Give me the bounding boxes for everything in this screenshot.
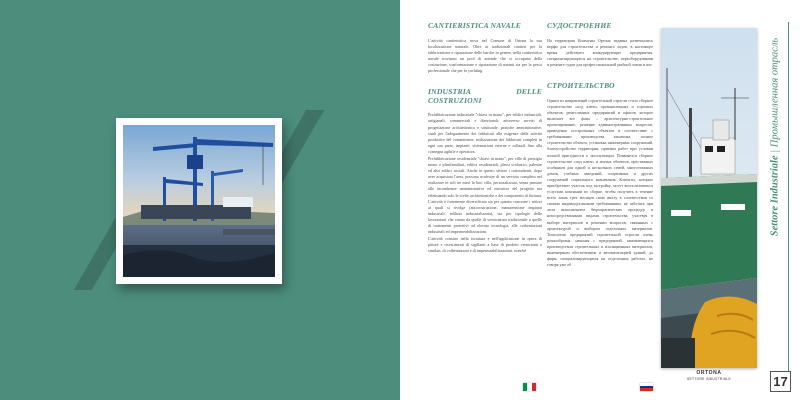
construction-paragraph: Prefabbricazione industriale "chiavi in mano", per edifici industriali, artigianali, commerciali e direzionali: attraverso servizi di progettazione architettonica e strutturale, pratiche amministrative, studi per l'adeguamento dei fabbricati alle esigenze delle attività produttive del committente, realizzazione dei fabbricati completi in ogni sua parte, impianti, sistemazioni esterne e collaudi fino alla consegna agibile e operativa.: [428, 112, 542, 154]
sidebar-title-separator: |: [769, 147, 781, 156]
harbour-photo-frame: [116, 118, 282, 284]
construction-paragraph: Prefabbricazione residenziale "chiavi in mano", per ville di prestigio mono o plurifamiliari, edifici residenziali, plessi scolastici, palestre ed altri edifici sociali. Anche in questo settore i committenti, dopo aver acquistato l'area, possono usufruire di un servizio completo nel realizzare in soli tre mesi la loro villa, personalizzata, senza pensare alle incombenze amministrative ed esecutive del progetto ma effettuando solo le scelte architettoniche e dei componenti di finitura. L'attività è fortemente diversificata sia per quanto concerne i settori ai quali si rivolge (autocostruzione, manutenzione impianti industriali, edilizia industrializzata), sia per tipologie delle lavorazioni che vanno da quelle di verniciatura tradizionale a quelle di trattamenti protettivi ad elevata tecnologia, alle coibentazioni industriali ed impermeabilizzazioni.: [428, 156, 542, 235]
section-title-shipbuilding-ru: СУДОСТРОЕНИЕ: [547, 21, 612, 30]
construction-text-ru: Одним из направлений строительной отрасли стало сборное строительство «под ключ» промышленных и торговых объектов, ремесленных предприятий и офисов, которое включает все фазы – архитектурно-строительное проектирование, решение административных вопросов, приведение построенных объектов в соответствие с требованиями производства заказчика, полное строительство объекта, установка инженерных сооружений, благоустройство территории, приемка работ при условии полной пригодности к эксплуатации. Появляется сборное строительство «под ключ» и жилых объектов, престижных особняков для одной и нескольких семей, многоэтажных домов, учебных заведений, спортивных и других сооружений социального назначения. Клиенты, которые приобретают участок под застройку, могут воспользоваться услугами компании по сборке, чтобы получить в течение всего лишь трех месяцев свою виллу в соответствии со своими индивидуальными требованиями, не заботясь при этом выполнением бюрократических процедур и непосредственными видами строительства, участвуя в выборе материалов и решении вопросов, связанных с архитектурой и выбором отделочных материалов. Типология предприятий строительной отрасли очень разнообразна, начиная с предприятий, занимающихся производством строительных и изоляционных материалов, инженерным обеспечением и автоматизацией зданий, до фирм, специализирующихся на отделочных работах, не говоря уже об: [547, 97, 653, 268]
green-ship-image: [661, 28, 757, 368]
italian-column: [428, 22, 542, 256]
sidebar-title-italian: Settore Industriale: [769, 155, 781, 237]
harbour-cranes-image: [123, 125, 275, 277]
caption-city: ORTONA: [696, 370, 722, 376]
shipbuilding-text: L'attività cantieristica trova nel Comune di Ortona la sua localizzazione naturale. Oltre ai tradizionali cantieri per la fabbricazione e riparazione delle barche in genere, nella cantieristica navale troviamo un pool di aziende che si occupano della costruzione, trasformazione e riparazione di natanti sia per la pesca professionale che per lo yachting.: [428, 37, 542, 74]
section-title-shipbuilding: CANTIERISTICA NAVALE: [428, 21, 521, 30]
vertical-rule: [788, 22, 789, 372]
right-page: [400, 0, 800, 400]
boat-photo: [661, 28, 757, 368]
section-title-construction: INDUSTRIA DELLE COSTRUZIONI: [428, 87, 542, 105]
section-title-construction-ru: СТРОИТЕЛЬСТВО: [547, 81, 615, 91]
photo-caption: [661, 370, 757, 381]
caption-sector: SETTORE INDUSTRIALE: [687, 377, 731, 381]
harbour-photo: [123, 125, 275, 277]
russian-column: [547, 22, 653, 269]
page-number: 17: [770, 371, 791, 392]
shipbuilding-text-ru: На территории Коммуны Ортона издавна размещались верфи для строительства и ремонта лодок, в настоящее время действуют конкурирующие предприятия, специализирующиеся на строительстве, переоборудовании и ремонте судов для профессиональной рыбной ловли и яхт.: [547, 37, 653, 67]
vertical-section-title: [760, 22, 790, 252]
sidebar-title-russian: Промышленная отрасль: [769, 37, 781, 148]
construction-paragraph: L'attività consiste nella fornitura e nell'applicazione in opera di pitture e rivestimenti di sigillanti a base di prodotti vernicianti e similari, di coibentazioni e di impermeabilizzazioni, nonché: [428, 236, 542, 254]
italian-flag-icon: [523, 383, 536, 391]
russian-flag-icon: [640, 383, 653, 391]
